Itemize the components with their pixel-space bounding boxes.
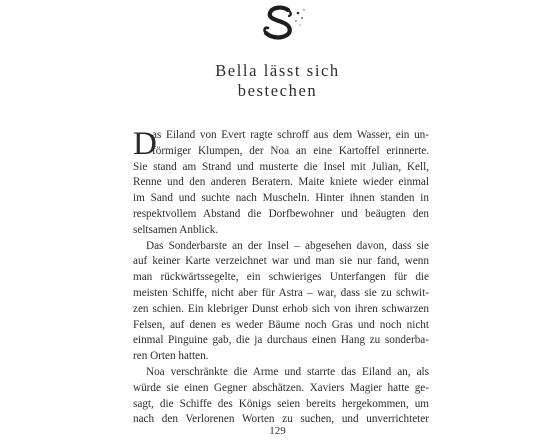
text-line: Sie stand am Strand und musterte die Insel mit Julian, Kell, xyxy=(133,160,429,173)
text-line: auf keiner Karte verzeichnet war und man sie nur fand, wenn xyxy=(133,255,429,268)
drop-cap-letter: D xyxy=(133,126,157,162)
page-number: 129 xyxy=(269,425,286,437)
text-line: würde sie einen Gegner abschätzen. Xaviers Magier hatte ge- xyxy=(133,381,429,394)
text-line: zen schien. Ein klebriger Dunst erhob sich von ihren schwarzen xyxy=(133,302,429,315)
text-line: Felsen, auf denen es weder Bäume noch Gras und noch nicht xyxy=(133,318,429,331)
text-line: förmiger Klumpen, der Noa an eine Kartoffel erinnerte. xyxy=(152,144,429,157)
chapter-body-text xyxy=(133,128,429,428)
text-line: man rückwärtssegelte, ein schwieriges Unterfangen für die xyxy=(133,271,429,284)
text-line: respektvollem Abstand die Dorfbewohner und beäugten den xyxy=(133,207,429,220)
text-line: einmal Pinguine gab, die ja durchaus einen Hang zu sonderba- xyxy=(133,334,429,347)
swirl-serpent-icon xyxy=(248,4,312,44)
text-line: seltsamen Anblick. xyxy=(133,223,219,236)
text-line: Das Sonderbarste an der Insel – abgesehen davon, dass sie xyxy=(146,239,429,252)
text-line: meisten Schiffe, nicht aber für Astra – war, dass sie zu schwit- xyxy=(133,286,429,299)
text-line: Renne und den anderen Beratern. Maite kniete wieder einmal xyxy=(133,176,429,189)
chapter-title-line-1: Bella lässt sich xyxy=(215,61,340,80)
chapter-title-line-2: bestechen xyxy=(237,81,318,100)
text-line: ren Orten hatten. xyxy=(133,350,209,363)
text-line: Noa verschränkte die Arme und starrte das Eiland an, als xyxy=(146,365,429,378)
text-line: sagt, die Schiffe des Königs seien bereits hergekommen, um xyxy=(133,397,429,410)
text-line: im Sand und suchte nach Muscheln. Hinter ihnen standen in xyxy=(133,192,429,205)
text-line: as Eiland von Evert ragte schroff aus dem Wasser, ein un- xyxy=(152,129,429,141)
text-line: nach den Verlorenen Worten zu suchen, und unverrichteter xyxy=(133,413,429,426)
